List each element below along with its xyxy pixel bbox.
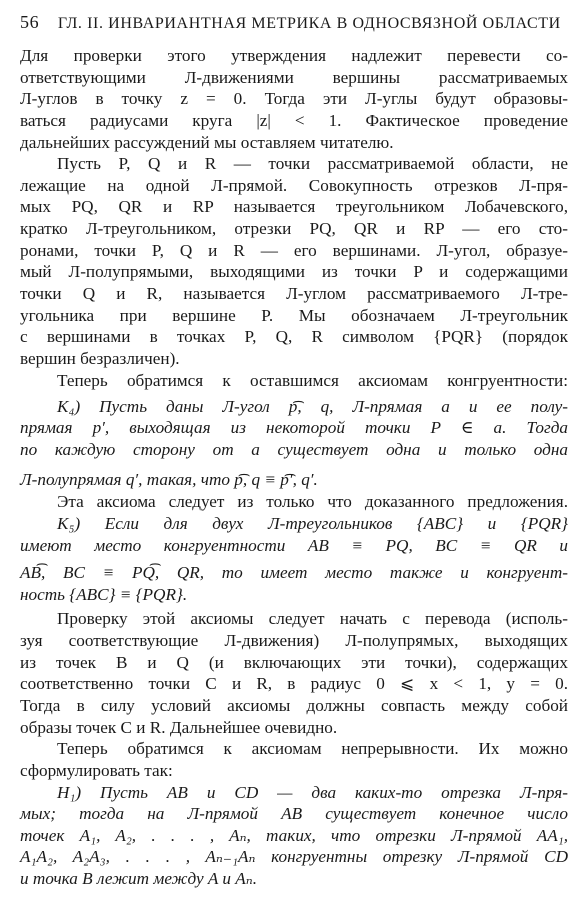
text-line: Теперь обратимся к аксиомам непрерывности. Их можно bbox=[57, 739, 568, 759]
text-line: лежащие на одной Л-прямой. Совокупность отрезков Л-пря- bbox=[20, 175, 568, 195]
text-line: вершин безразличен). bbox=[20, 348, 180, 368]
text-line: сформулировать так: bbox=[20, 760, 173, 780]
text-line: угольника при вершине P. Мы обозначаем Л-треугольник bbox=[20, 305, 568, 325]
running-title: ГЛ. II. ИНВАРИАНТНАЯ МЕТРИКА В ОДНОСВЯЗНОЙ ОБЛАСТИ bbox=[57, 15, 561, 32]
axiom-line: K₅) Если для двух Л-треугольников {ABC} и {PQR} bbox=[57, 513, 568, 533]
text-line: соответственно точки C и R, в радиус 0 ⩽ x < 1, y = 0. bbox=[20, 674, 568, 694]
axiom-line: прямая p′, выходящая из некоторой точки P ∈ a. Тогда bbox=[20, 418, 568, 438]
axiom-line: A₁A₂, A₂A₃, . . . , Aₙ₋₁Aₙ конгруентны отрезку Л-прямой CD bbox=[20, 847, 568, 867]
text-line: зуя соответствующие Л-движения) Л-полупрямых, выходящих bbox=[20, 631, 568, 650]
axiom-line: AB͡, BC ≡ PQ͡, QR, то имеет место также и конгруент- bbox=[20, 563, 568, 583]
text-line: Л-углов в точку z = 0. Тогда эти Л-углы будут образовы- bbox=[20, 89, 568, 109]
text-line: мых PQ, QR и RP называется треугольником Лобачевского, bbox=[20, 197, 568, 217]
text-line: Эта аксиома следует из только что доказанного предложения. bbox=[57, 492, 568, 512]
text-line: Пусть P, Q и R — точки рассматриваемой области, не bbox=[57, 154, 568, 174]
text-line: Теперь обратимся к оставшимся аксиомам конгруентности: bbox=[57, 371, 568, 391]
text-line: с вершинами в точках P, Q, R символом {PQR} (порядок bbox=[20, 327, 568, 347]
text-line: образы точек C и R. Дальнейшее очевидно. bbox=[20, 717, 338, 737]
text-line: Тогда в силу условий аксиомы должны совпасть между собой bbox=[20, 695, 568, 715]
text-line: Проверку этой аксиомы следует начать с перевода (исполь- bbox=[57, 609, 568, 629]
axiom-line: и точка B лежит между A и Aₙ. bbox=[20, 869, 258, 888]
text-line: из точек B и Q (и включающих эти точки), содержащих bbox=[20, 652, 568, 672]
text-line: мый Л-полупрямыми, выходящими из точки P и содержащими bbox=[20, 262, 568, 282]
axiom-line: по каждую сторону от a существует одна и только одна bbox=[20, 439, 568, 459]
axiom-line: ность {ABC} ≡ {PQR}. bbox=[20, 585, 188, 605]
text-line: Для проверки этого утверждения надлежит перевести со- bbox=[20, 46, 568, 65]
text-line: точки Q и R, называется Л-углом рассматриваемого Л-тре- bbox=[20, 284, 568, 303]
axiom-line: Л-полупрямая q′, такая, что p͡, q ≡ p͡′, q′. bbox=[20, 469, 318, 489]
page-number: 56 bbox=[20, 12, 40, 32]
axiom-line: точек A₁, A₂, . . . , Aₙ, таких, что отрезки Л-прямой AA₁, bbox=[20, 825, 568, 845]
axiom-line: имеют место конгруентности AB ≡ PQ, BC ≡ QR и bbox=[20, 535, 568, 555]
text-line: кратко Л-треугольником, отрезки PQ, QR и RP — его сто- bbox=[20, 219, 568, 239]
page-header bbox=[20, 12, 568, 36]
text-line: ронами, точки P, Q и R — его вершинами. Л-угол, образуе- bbox=[20, 240, 568, 260]
text-line: дальнейших рассуждений мы оставляем читателю. bbox=[20, 132, 394, 152]
axiom-line: мых; тогда на Л-прямой AB существует конечное число bbox=[20, 804, 568, 824]
text-line: ответствующими Л-движениями вершины рассматриваемых bbox=[20, 67, 568, 87]
axiom-line: K₄) Пусть даны Л-угол p͡, q, Л-прямая a и ее полу- bbox=[57, 396, 568, 416]
axiom-line: H₁) Пусть AB и CD — два каких-то отрезка Л-пря- bbox=[57, 782, 568, 802]
text-line: ваться радиусами круга |z| < 1. Фактическое проведение bbox=[20, 110, 568, 130]
